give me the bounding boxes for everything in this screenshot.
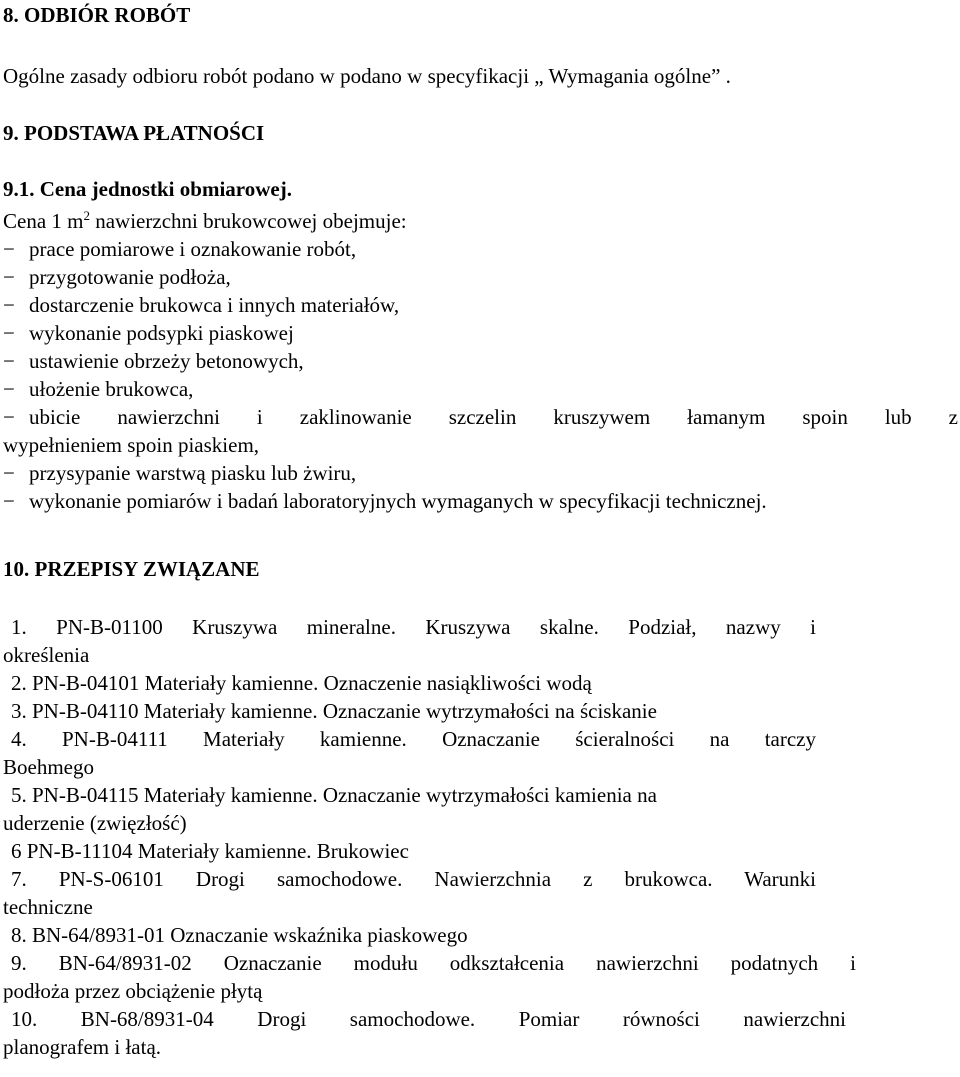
price-intro: [3, 207, 407, 235]
reference-line-continued: Boehmego: [3, 755, 94, 779]
reference-item: [3, 725, 823, 781]
section-8-heading: 8. ODBIÓR ROBÓT: [3, 3, 191, 27]
list-item: [3, 375, 958, 403]
dash-bullet: −: [3, 377, 15, 401]
dash-bullet: −: [3, 349, 15, 373]
reference-line: 10. BN-68/8931-04 Drogi samochodowe. Pomiar równości nawierzchni: [11, 1007, 846, 1031]
section-10-heading: 10. PRZEPISY ZWIĄZANE: [3, 557, 260, 581]
reference-line: 2. PN-B-04101 Materiały kamienne. Oznaczenie nasiąkliwości wodą: [11, 671, 592, 695]
reference-line: 4. PN-B-04111 Materiały kamienne. Oznaczanie ścieralności na tarczy: [11, 727, 816, 751]
dash-bullet: −: [3, 489, 15, 513]
list-item-text: przysypanie warstwą piasku lub żwiru,: [29, 461, 357, 485]
reference-line: 5. PN-B-04115 Materiały kamienne. Oznaczanie wytrzymałości kamienia na: [11, 783, 657, 807]
reference-line: 8. BN-64/8931-01 Oznaczanie wskaźnika piaskowego: [11, 923, 468, 947]
reference-line: 7. PN-S-06101 Drogi samochodowe. Nawierzchnia z brukowca. Warunki: [11, 867, 816, 891]
reference-line: 6 PN-B-11104 Materiały kamienne. Brukowiec: [11, 839, 409, 863]
list-item-text: ułożenie brukowca,: [29, 377, 194, 401]
reference-line-continued: podłoża przez obciążenie płytą: [3, 979, 263, 1003]
reference-line: 9. BN-64/8931-02 Oznaczanie modułu odkształcenia nawierzchni podatnych i: [11, 951, 856, 975]
reference-item: [3, 781, 823, 837]
reference-item: [3, 1005, 846, 1061]
reference-line-continued: techniczne: [3, 895, 93, 919]
reference-item: [3, 921, 823, 949]
list-item-text: ubicie nawierzchni i zaklinowanie szczelin kruszywem łamanym spoin lub z: [29, 405, 958, 429]
dash-bullet: −: [3, 405, 15, 429]
dash-bullet: −: [3, 321, 15, 345]
list-item-continuation: wypełnieniem spoin piaskiem,: [3, 433, 260, 457]
list-item-text: dostarczenie brukowca i innych materiałów,: [29, 293, 400, 317]
list-item: [3, 319, 958, 347]
dash-bullet: −: [3, 265, 15, 289]
reference-line-continued: uderzenie (zwięzłość): [3, 811, 187, 835]
list-item-text: przygotowanie podłoża,: [29, 265, 231, 289]
reference-item: [3, 669, 823, 697]
dash-bullet: −: [3, 237, 15, 261]
section-8-text: Ogólne zasady odbioru robót podano w podano w specyfikacji „ Wymagania ogólne” .: [3, 64, 731, 88]
list-item-text: ustawienie obrzeży betonowych,: [29, 349, 304, 373]
reference-line-continued: określenia: [3, 643, 90, 667]
list-item: [3, 459, 958, 487]
price-intro-end: nawierzchni brukowcowej obejmuje:: [89, 209, 407, 233]
list-item: [3, 263, 958, 291]
price-items-list: [3, 235, 958, 515]
list-item-text: prace pomiarowe i oznakowanie robót,: [29, 237, 357, 261]
section-9-heading: 9. PODSTAWA PŁATNOŚCI: [3, 121, 265, 145]
price-intro-start: Cena 1 m: [3, 209, 84, 233]
list-item: [3, 487, 958, 515]
reference-item: [3, 837, 823, 865]
section-9-1-heading: 9.1. Cena jednostki obmiarowej.: [3, 177, 292, 201]
list-item-text: wykonanie pomiarów i badań laboratoryjnych wymaganych w specyfikacji technicznej.: [29, 489, 767, 513]
reference-line-continued: planografem i łatą.: [3, 1035, 162, 1059]
list-item-text: wykonanie podsypki piaskowej: [29, 321, 294, 345]
reference-item: [3, 697, 823, 725]
list-item: [3, 347, 958, 375]
dash-bullet: −: [3, 293, 15, 317]
reference-item: [3, 865, 823, 921]
price-intro-superscript: 2: [83, 208, 90, 223]
reference-line: 3. PN-B-04110 Materiały kamienne. Oznaczanie wytrzymałości na ściskanie: [11, 699, 657, 723]
list-item: [3, 403, 958, 431]
reference-item: [3, 949, 856, 1005]
reference-item: [3, 613, 823, 669]
list-item: [3, 235, 958, 263]
dash-bullet: −: [3, 461, 15, 485]
list-item: [3, 291, 958, 319]
reference-line: 1. PN-B-01100 Kruszywa mineralne. Kruszywa skalne. Podział, nazwy i: [11, 615, 816, 639]
references-list: [3, 613, 856, 1061]
